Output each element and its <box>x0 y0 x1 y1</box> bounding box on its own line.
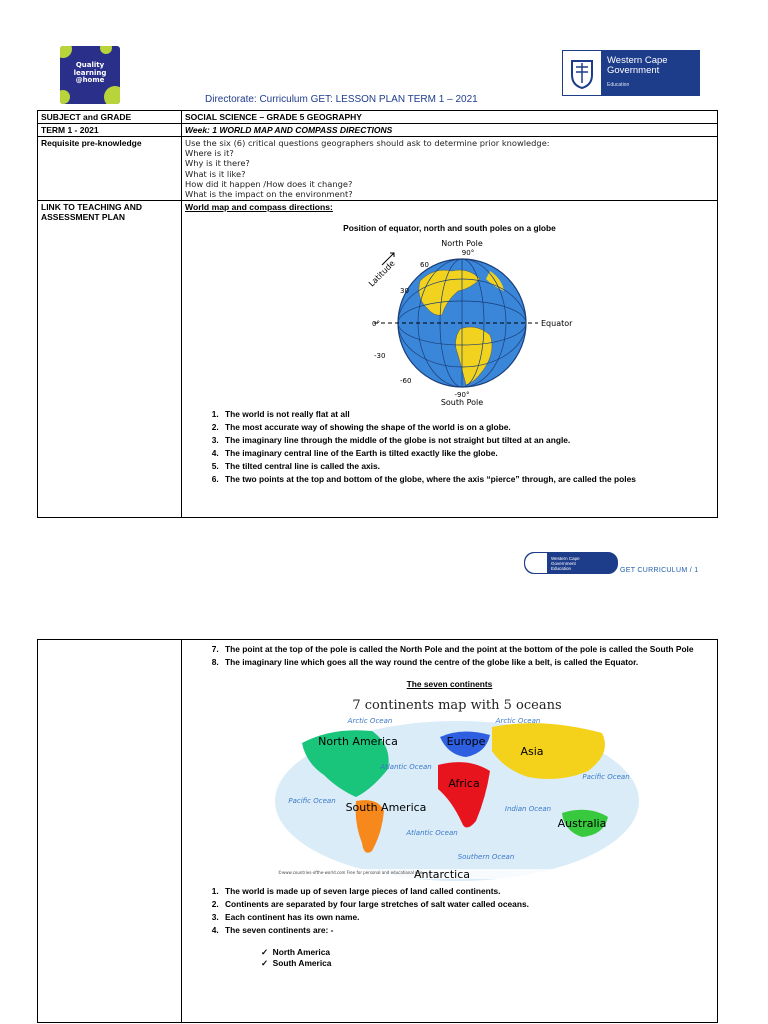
subject-value: SOCIAL SCIENCE – GRADE 5 GEOGRAPHY <box>182 111 718 124</box>
lesson-plan-table <box>37 110 718 518</box>
lat-90s: -90° <box>454 391 470 400</box>
list-item: 8. The imaginary line which goes all the way round the centre of the globe like a belt, is called the Equator. <box>221 656 714 669</box>
map-credit: ©www.countries-ofthe-world.com Free for personal and educational use <box>278 870 423 875</box>
week-value: Week: 1 WORLD MAP AND COMPASS DIRECTIONS <box>182 124 718 137</box>
content-cell-continued <box>182 640 718 1023</box>
label-south-america: South America <box>345 801 427 814</box>
preknowledge-line: What is it like? <box>185 168 246 179</box>
south-pole-label: South Pole <box>440 398 484 408</box>
label-atlantic-ocean: Atlantic Ocean <box>380 763 432 771</box>
list-item: 3. The imaginary line through the middle of the globe is not straight but tilted at an angle. <box>221 434 714 447</box>
preknowledge-line: Use the six (6) critical questions geographers should ask to determine prior knowledge: <box>185 138 550 148</box>
checklist-item: ✓ South America <box>261 958 332 968</box>
list-item: 1. The world is not really flat at all <box>221 408 714 421</box>
preknowledge-line: Why is it there? <box>185 158 250 169</box>
label-europe: Europe <box>446 735 486 748</box>
quality-learning-logo <box>60 46 120 104</box>
latitude-label: Latitude <box>367 258 397 289</box>
empty-label-cell <box>38 640 182 1023</box>
wcg-line1: Western Cape <box>607 54 668 66</box>
logo-text: Quality learning @home <box>73 61 107 84</box>
lat-m30: -30 <box>374 352 386 361</box>
lat-60: 60 <box>420 261 429 270</box>
preknowledge-cell <box>182 137 718 201</box>
lat-30: 30 <box>400 287 409 296</box>
label-africa: Africa <box>448 777 480 790</box>
content-cell <box>182 201 718 518</box>
list-item: 4. The seven continents are: - <box>221 924 714 937</box>
wcg-line2: Government <box>607 65 660 77</box>
list-item: 1. The world is made up of seven large pieces of land called continents. <box>221 885 714 898</box>
coat-of-arms-icon <box>563 51 601 95</box>
globe-figure <box>185 237 714 407</box>
wcg-logo <box>562 50 700 96</box>
checklist-item-label: South America <box>272 958 332 968</box>
label-antarctica: Antarctica <box>413 868 471 881</box>
label-asia: Asia <box>520 745 544 758</box>
wcg-sub: Education <box>607 81 630 88</box>
lat-90n: 90° <box>461 249 475 258</box>
term-label: TERM 1 - 2021 <box>38 124 182 137</box>
footer-crest-icon <box>525 553 547 573</box>
list-item: 7. The point at the top of the pole is called the North Pole and the point at the bottom of the pole is called the South Pole <box>221 643 714 656</box>
label-atlantic-ocean-2: Atlantic Ocean <box>406 829 458 837</box>
north-pole-label: North Pole <box>441 239 483 249</box>
preknowledge-label: Requisite pre-knowledge <box>38 137 182 201</box>
equator-label: Equator <box>541 319 573 329</box>
list-item: 4. The imaginary central line of the Earth is tilted exactly like the globe. <box>221 447 714 460</box>
footer-logo-line2: Government <box>551 560 576 566</box>
lesson-plan-table-continued <box>37 639 718 1023</box>
globe-facts-list <box>185 408 714 486</box>
continents-title: The seven continents <box>406 679 493 689</box>
footer-wcg-logo <box>524 552 618 574</box>
map-title: 7 continents map with 5 oceans <box>352 698 562 713</box>
checklist-item-label: North America <box>272 947 331 957</box>
label-arctic-ocean-2: Arctic Ocean <box>495 717 541 725</box>
checklist-item: ✓ North America <box>261 947 331 957</box>
world-map-figure <box>185 693 714 885</box>
list-item: 3. Each continent has its own name. <box>221 911 714 924</box>
globe-caption: Position of equator, north and south poles on a globe <box>343 223 556 234</box>
label-pacific-ocean: Pacific Ocean <box>288 797 336 805</box>
label-pacific-ocean-2: Pacific Ocean <box>582 773 630 781</box>
label-arctic-ocean: Arctic Ocean <box>347 717 393 725</box>
preknowledge-line: What is the impact on the environment? <box>185 189 353 200</box>
list-item: 2. Continents are separated by four large stretches of salt water called oceans. <box>221 898 714 911</box>
footer-page-text: GET CURRICULUM / 1 <box>620 567 699 574</box>
footer-logo-line1: Western Cape <box>551 555 580 561</box>
link-label: LINK TO TEACHING AND ASSESSMENT PLAN <box>38 201 182 518</box>
label-southern-ocean: Southern Ocean <box>457 853 515 861</box>
section-title: World map and compass directions: <box>185 202 333 213</box>
directorate-line: Directorate: Curriculum GET: LESSON PLAN TERM 1 – 2021 <box>205 94 478 105</box>
continents-facts-list <box>185 885 714 937</box>
footer-logo-sub: Education <box>551 565 572 571</box>
list-item: 5. The tilted central line is called the axis. <box>221 460 714 473</box>
globe-illustration <box>342 237 582 407</box>
list-item: 6. The two points at the top and bottom of the globe, where the axis “pierce” through, are called the poles <box>221 473 714 486</box>
label-australia: Australia <box>557 817 607 830</box>
continent-checklist <box>185 947 714 969</box>
preknowledge-line: Where is it? <box>185 148 234 159</box>
lat-0: 0° <box>372 320 380 329</box>
label-north-america: North America <box>318 735 398 748</box>
subject-label: SUBJECT and GRADE <box>38 111 182 124</box>
label-indian-ocean: Indian Ocean <box>504 805 552 813</box>
globe-facts-list-continued <box>185 643 714 669</box>
preknowledge-line: How did it happen /How does it change? <box>185 178 353 189</box>
world-map <box>272 693 642 883</box>
list-item: 2. The most accurate way of showing the shape of the world is on a globe. <box>221 421 714 434</box>
lat-m60: -60 <box>400 377 412 386</box>
